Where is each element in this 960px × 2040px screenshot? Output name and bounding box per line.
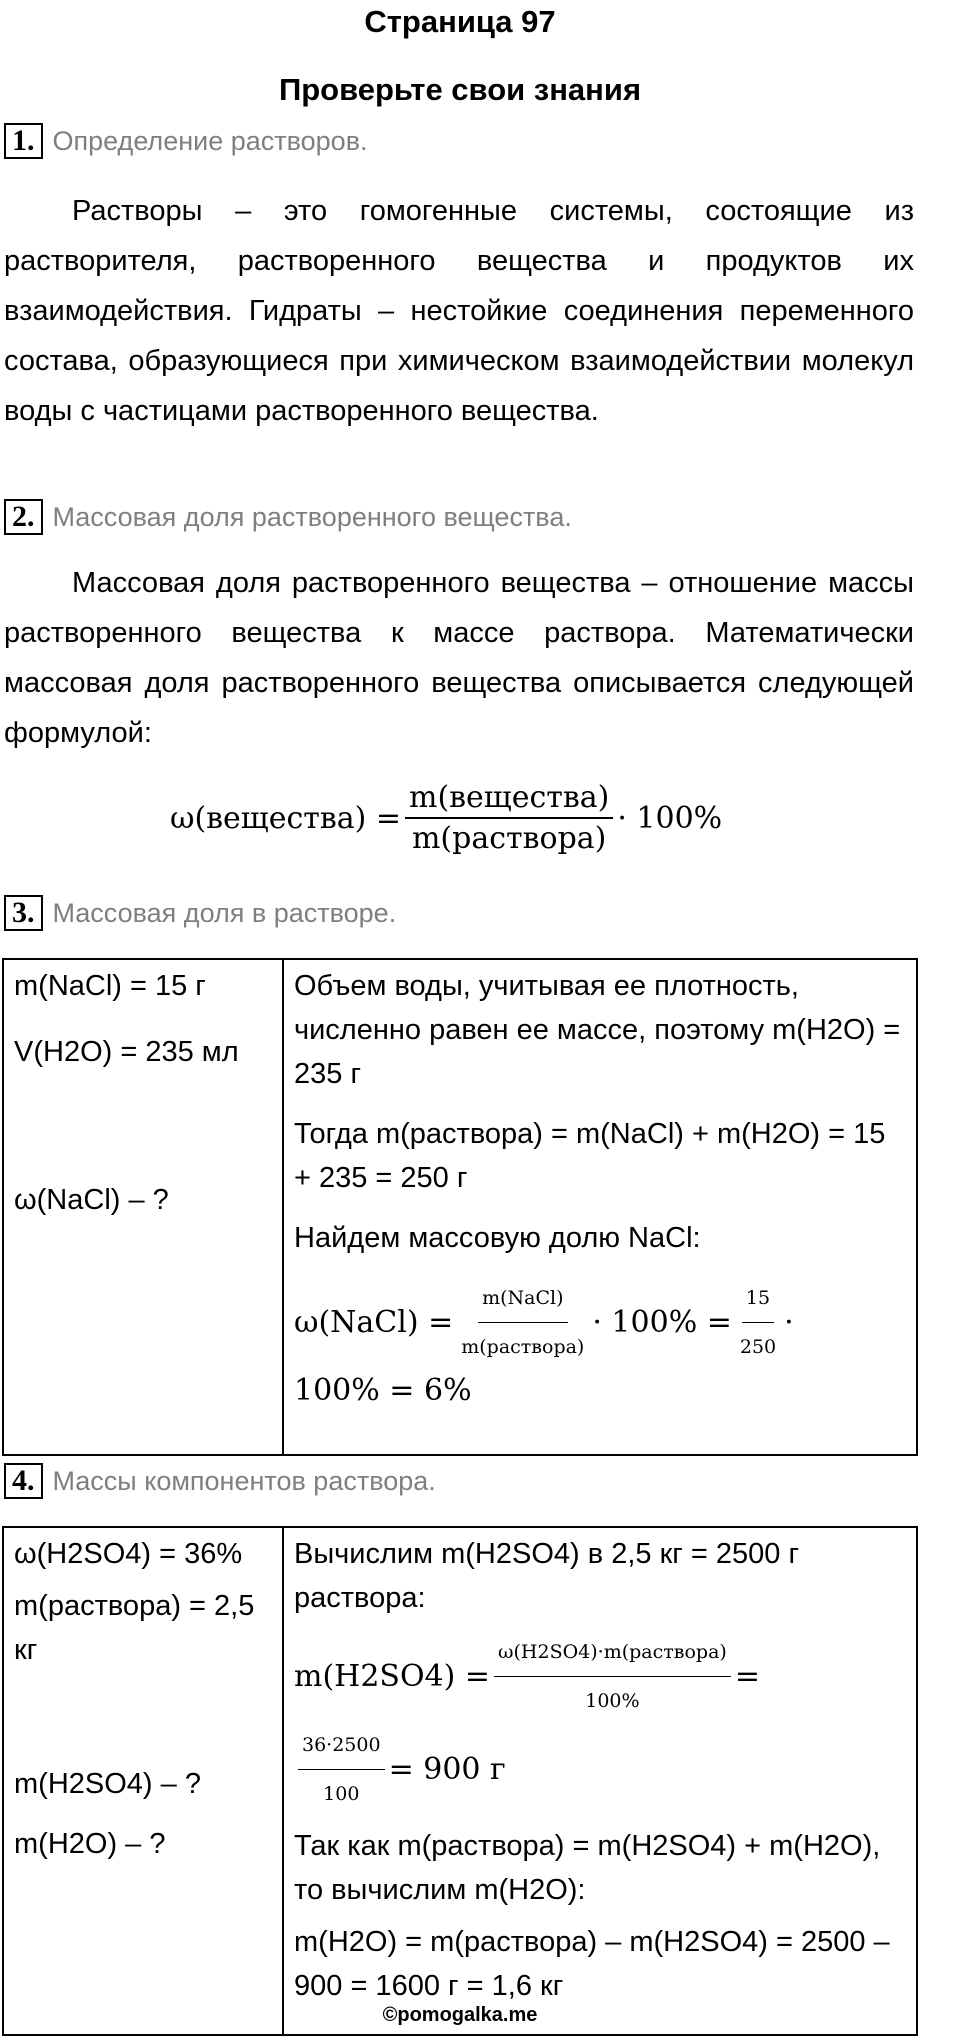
formula-denominator: m(раствора) bbox=[461, 1336, 585, 1358]
formula-result: 100% = 6% bbox=[294, 1373, 472, 1408]
section-1-header bbox=[4, 120, 368, 162]
formula-fraction-2 bbox=[298, 1723, 385, 1816]
page-title: Страница 97 bbox=[364, 4, 556, 39]
section-title: Массы компонентов раствора. bbox=[52, 1465, 436, 1496]
find-item: ω(NaCl) – ? bbox=[14, 1184, 169, 1216]
section-number: 2. bbox=[4, 499, 43, 535]
solution-column bbox=[283, 1527, 917, 2035]
solution-line: Вычислим m(H2SO4) в 2,5 кг = 2500 г раствора: bbox=[294, 1538, 800, 1614]
section-number: 1. bbox=[4, 123, 43, 159]
section-2-paragraph: Массовая доля растворенного вещества – отношение массы растворенного вещества к массе раствора. Математически массовая доля растворенного вещества описывается следующей формулой: bbox=[4, 567, 914, 749]
formula-fraction bbox=[494, 1630, 731, 1723]
section-title: Массовая доля растворенного вещества. bbox=[52, 501, 572, 532]
formula-dot: · bbox=[784, 1304, 794, 1340]
solution-line: Найдем массовую долю NaCl: bbox=[294, 1222, 701, 1254]
section-number: 4. bbox=[4, 1463, 43, 1499]
formula-lhs: ω(вещества) = bbox=[170, 800, 402, 836]
formula-numerator: ω(H2SO4)·m(раствора) bbox=[494, 1630, 731, 1677]
formula-equals: = bbox=[734, 1658, 760, 1694]
solution-formula bbox=[294, 1276, 906, 1369]
formula-numerator: 36·2500 bbox=[298, 1723, 385, 1770]
watermark: ©pomogalka.me bbox=[382, 2004, 538, 2026]
problem-4-table bbox=[2, 1526, 918, 2036]
formula-result: = 900 г bbox=[388, 1751, 506, 1787]
formula-fraction bbox=[457, 1276, 588, 1369]
given-item: m(NaCl) = 15 г bbox=[14, 970, 206, 1002]
formula-numerator: m(NaCl) bbox=[478, 1276, 567, 1323]
section-4-header bbox=[4, 1460, 436, 1502]
formula-denominator: 100 bbox=[323, 1783, 360, 1805]
given-item: V(H2O) = 235 мл bbox=[14, 1036, 239, 1068]
formula-numerator: m(вещества) bbox=[405, 780, 613, 819]
given-item: m(раствора) = 2,5 кг bbox=[14, 1590, 255, 1666]
page-subtitle: Проверьте свои знания bbox=[278, 72, 642, 107]
formula-fraction bbox=[405, 780, 613, 856]
solution-line: Объем воды, учитывая ее плотность, численно равен ее массе, поэтому m(H2O) = 235 г bbox=[294, 970, 901, 1090]
solution-formula-continued bbox=[294, 1723, 906, 1816]
given-column bbox=[3, 959, 283, 1455]
formula-mid: · 100% = bbox=[592, 1304, 732, 1340]
problem-3-table bbox=[2, 958, 918, 1456]
formula-numerator: 15 bbox=[742, 1276, 774, 1323]
section-3-header bbox=[4, 892, 396, 934]
mass-fraction-formula bbox=[170, 780, 722, 856]
solution-line: Тогда m(раствора) = m(NaCl) + m(H2O) = 15 + 235 = 250 г bbox=[294, 1118, 886, 1194]
solution-column bbox=[283, 959, 917, 1455]
given-column bbox=[3, 1527, 283, 2035]
section-title: Массовая доля в растворе. bbox=[52, 897, 397, 928]
section-1-paragraph: Растворы – это гомогенные системы, состоящие из растворителя, растворенного вещества и продуктов их взаимодействия. Гидраты – нестойкие соединения переменного состава, образующиеся при химическом взаимодействии молекул воды с частицами растворенного вещества. bbox=[4, 195, 914, 427]
find-item: m(H2O) – ? bbox=[14, 1828, 166, 1860]
section-2-header bbox=[4, 496, 572, 538]
solution-line: m(H2O) = m(раствора) – m(H2SO4) = 2500 – 900 = 1600 г = 1,6 кг bbox=[294, 1926, 890, 2002]
solution-formula bbox=[294, 1630, 906, 1723]
section-title: Определение растворов. bbox=[52, 125, 368, 156]
section-number: 3. bbox=[4, 895, 43, 931]
find-item: m(H2SO4) – ? bbox=[14, 1768, 201, 1800]
solution-line: Так как m(раствора) = m(H2SO4) + m(H2O), то вычислим m(H2O): bbox=[294, 1830, 881, 1906]
given-item: ω(H2SO4) = 36% bbox=[14, 1538, 243, 1570]
formula-denominator: 250 bbox=[739, 1336, 777, 1358]
formula-denominator: m(раствора) bbox=[411, 821, 607, 856]
formula-denominator: 100% bbox=[585, 1690, 640, 1712]
formula-tail: · 100% bbox=[617, 800, 723, 836]
formula-lhs: ω(NaCl) = bbox=[294, 1304, 454, 1340]
formula-lhs: m(H2SO4) = bbox=[294, 1658, 491, 1694]
formula-fraction-2 bbox=[736, 1276, 780, 1369]
